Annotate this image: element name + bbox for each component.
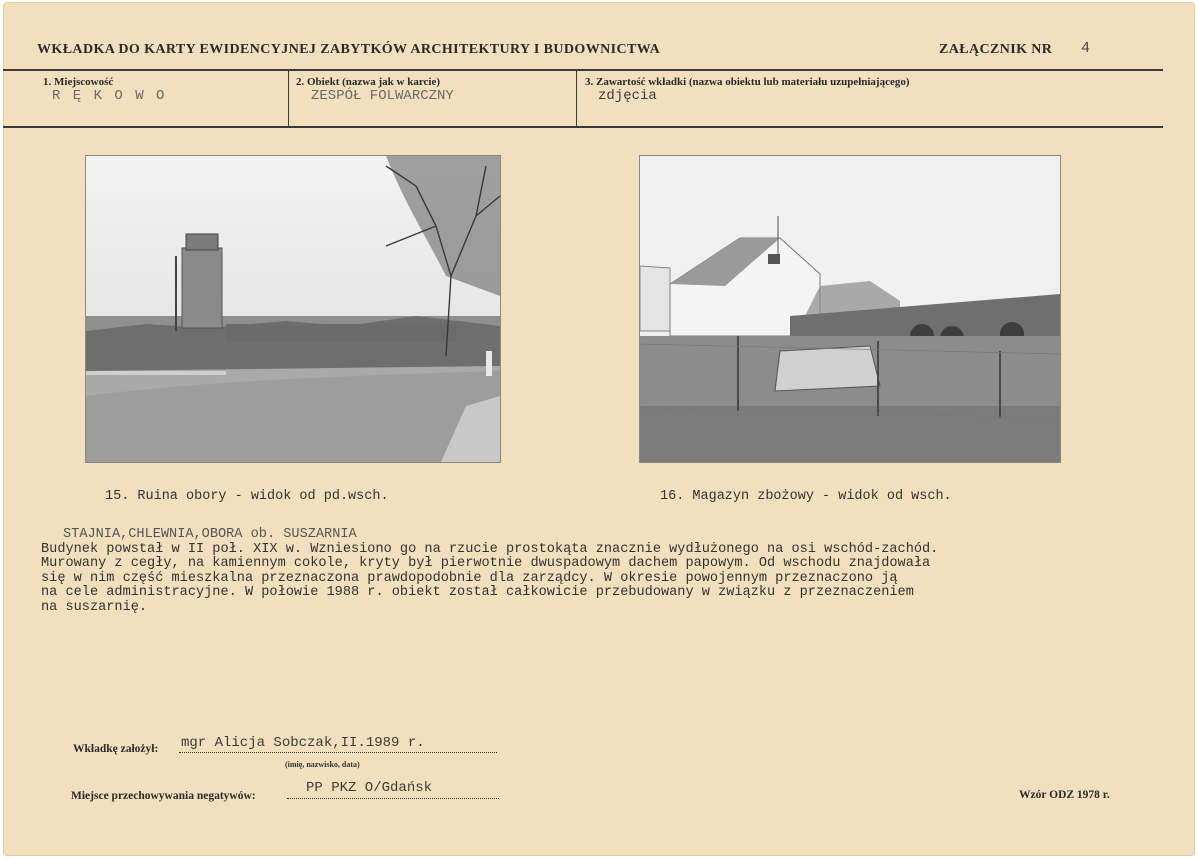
field-divider-2	[576, 71, 577, 126]
description-line: Murowany z cegły, na kamiennym cokole, kryty był pierwotnie dwuspadowym dachem papowym. Od wschodu znajdowała	[41, 556, 931, 571]
object-value: ZESPÓŁ FOLWARCZNY	[311, 88, 454, 104]
author-label: Wkładkę założył:	[73, 743, 159, 755]
annex-number: 4	[1081, 40, 1091, 57]
field-divider-1	[288, 71, 289, 126]
form-version: Wzór ODZ 1978 r.	[1019, 789, 1110, 801]
locality-label: 1. Miejscowość	[43, 76, 114, 88]
object-description	[41, 528, 1181, 615]
header-rule-bottom	[3, 126, 1163, 128]
description-line: na suszarnię.	[41, 599, 148, 615]
author-line	[179, 752, 497, 753]
storage-value: PP PKZ O/Gdańsk	[306, 780, 433, 796]
inventory-card	[3, 2, 1195, 856]
object-label: 2. Obiekt (nazwa jak w karcie)	[296, 76, 441, 88]
ruined-barn-image	[86, 156, 500, 462]
description-heading: STAJNIA,CHLEWNIA,OBORA ob. SUSZARNIA	[63, 527, 357, 542]
author-hint: (imię, nazwisko, data)	[285, 760, 360, 769]
photo-caption-16: 16. Magazyn zbożowy - widok od wsch.	[660, 489, 952, 504]
card-title: WKŁADKA DO KARTY EWIDENCYJNEJ ZABYTKÓW ARCHITEKTURY I BUDOWNICTWA	[37, 42, 661, 57]
description-line: Budynek powstał w II poł. XIX w. Wzniesiono go na rzucie prostokąta znacznie wydłużonego na osi wschód-zachód.	[41, 541, 939, 557]
photo-caption-15: 15. Ruina obory - widok od pd.wsch.	[105, 489, 389, 504]
annex-label: ZAŁĄCZNIK NR	[939, 42, 1053, 57]
author-value: mgr Alicja Sobczak,II.1989 r.	[181, 735, 425, 751]
storage-label: Miejsce przechowywania negatywów:	[71, 790, 256, 802]
storage-line	[287, 798, 499, 799]
description-line: na cele administracyjne. W połowie 1988 r. obiekt został całkowicie przebudowany w związku z przeznaczeniem	[41, 585, 914, 600]
photo-ruined-barn	[85, 155, 501, 463]
description-line: się w nim część mieszkalna przeznaczona prawdopodobnie dla zarządcy. W okresie powojennym przeznaczono ją	[41, 570, 898, 586]
photo-granary	[639, 155, 1061, 463]
granary-image	[640, 156, 1060, 462]
content-value: zdjęcia	[598, 88, 657, 104]
header-rule-top	[3, 69, 1163, 71]
content-label: 3. Zawartość wkładki (nazwa obiektu lub materiału uzupełniającego)	[585, 76, 910, 88]
locality-value: R Ę K O W O	[52, 88, 167, 104]
